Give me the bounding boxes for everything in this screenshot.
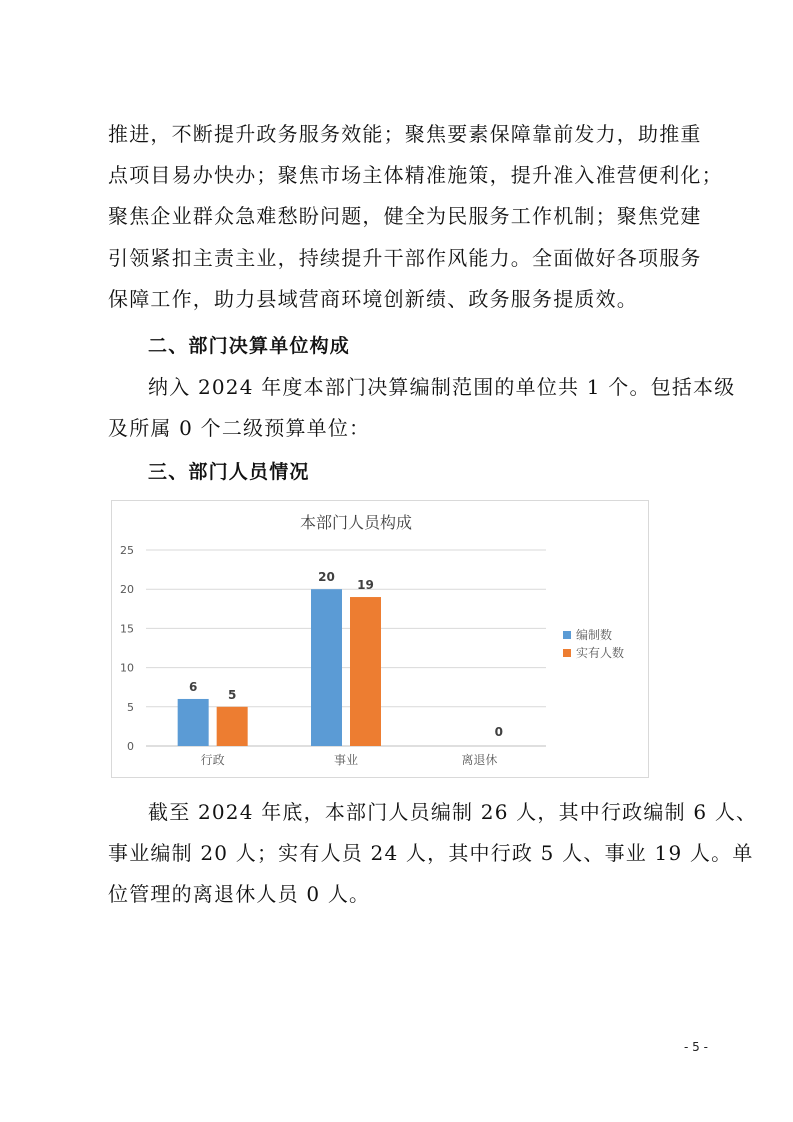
chart-canvas	[112, 501, 648, 777]
bar-actual	[350, 597, 381, 746]
legend-swatch	[563, 649, 571, 657]
bar-actual	[217, 707, 248, 746]
body-text-line: 保障工作，助力县域营商环境创新绩、政务服务提质效。	[108, 287, 638, 311]
body-text-line: 引领紧扣主责主业，持续提升干部作风能力。全面做好各项服务	[108, 246, 702, 270]
body-text-line: 及所属 0 个二级预算单位：	[108, 416, 371, 440]
x-tick-label: 事业	[333, 753, 359, 767]
body-text-line: 聚焦企业群众急难愁盼问题，健全为民服务工作机制；聚焦党建	[108, 204, 702, 228]
data-label: 19	[357, 578, 374, 593]
section-heading-units: 二、部门决算单位构成	[148, 335, 351, 357]
body-text-line: 推进，不断提升政务服务效能；聚焦要素保障靠前发力，助推重	[108, 122, 702, 146]
chart-title: 本部门人员构成	[299, 513, 413, 532]
data-label: 6	[188, 679, 198, 694]
y-tick-label: 0	[127, 740, 134, 753]
body-text-line: 截至 2024 年底，本部门人员编制 26 人，其中行政编制 6 人、	[148, 800, 758, 824]
data-label: 20	[318, 570, 335, 585]
y-tick-label: 25	[120, 544, 134, 557]
section-heading-staff: 三、部门人员情况	[148, 461, 310, 483]
bar-authorized	[311, 589, 342, 746]
legend-label: 编制数	[576, 628, 613, 642]
legend-swatch	[563, 631, 571, 639]
data-label: 5	[227, 687, 237, 702]
x-tick-label: 离退休	[461, 753, 498, 767]
body-text-line: 位管理的离退休人员 0 人。	[108, 882, 371, 906]
body-text-line: 点项目易办快办；聚焦市场主体精准施策，提升准入准营便利化；	[108, 163, 723, 187]
y-tick-label: 10	[120, 661, 134, 675]
y-tick-label: 5	[127, 700, 134, 714]
body-text-line: 纳入 2024 年度本部门决算编制范围的单位共 1 个。包括本级	[148, 375, 736, 399]
legend-label: 实有人数	[576, 646, 625, 660]
body-text-line: 事业编制 20 人；实有人员 24 人，其中行政 5 人、事业 19 人。单	[108, 841, 754, 865]
y-tick-label: 20	[120, 583, 134, 597]
data-label: 0	[494, 725, 504, 739]
page-number: - 5 -	[684, 1040, 708, 1054]
staff-composition-chart	[111, 500, 649, 778]
bar-authorized	[178, 699, 209, 746]
y-tick-label: 15	[120, 622, 134, 636]
x-tick-label: 行政	[200, 753, 225, 767]
